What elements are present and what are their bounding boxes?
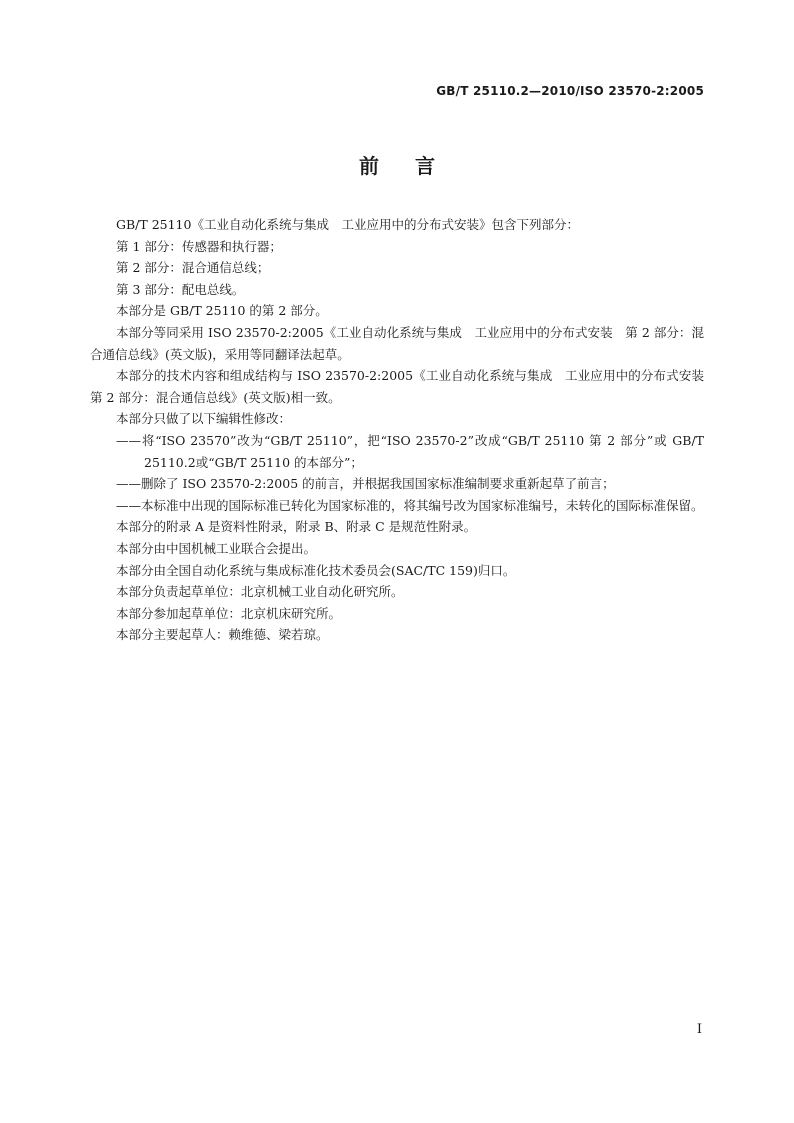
paragraph-part-2: 第 2 部分：混合通信总线； (116, 260, 270, 276)
paragraph-adoption: 本部分等同采用 ISO 23570-2:2005《工业自动化系统与集成 工业应用中的分布式安装 第 2 部分：混合通信总线》(英文版)，采用等同翻译法起草。 (90, 324, 704, 362)
paragraph-drafting-unit: 本部分负责起草单位：北京机械工业自动化研究所。 (116, 584, 404, 600)
paragraph-drafters: 本部分主要起草人：赖维德、梁若琼。 (116, 627, 329, 643)
paragraph-edits-intro: 本部分只做了以下编辑性修改： (116, 411, 292, 427)
paragraph-participating-unit: 本部分参加起草单位：北京机床研究所。 (116, 605, 342, 621)
paragraph-proposer: 本部分由中国机械工业联合会提出。 (116, 540, 317, 556)
paragraph-annexes: 本部分的附录 A 是资料性附录，附录 B、附录 C 是规范性附录。 (116, 519, 477, 535)
paragraph-committee: 本部分由全国自动化系统与集成标准化技术委员会(SAC/TC 159)归口。 (116, 562, 516, 578)
paragraph-parts-intro: GB/T 25110《工业自动化系统与集成 工业应用中的分布式安装》包含下列部分： (116, 217, 579, 232)
paragraph-this-part: 本部分是 GB/T 25110 的第 2 部分。 (116, 303, 328, 319)
standard-number-header: GB/T 25110.2—2010/ISO 23570-2:2005 (436, 84, 704, 98)
edit-item-references: ——本标准中出现的国际标准已转化为国家标准的，将其编号改为国家标准编号，未转化的国际标准保留。 (116, 497, 704, 513)
foreword-body (90, 214, 717, 646)
paragraph-consistency: 本部分的技术内容和组成结构与 ISO 23570-2:2005《工业自动化系统与集成 工业应用中的分布式安装 第 2 部分：混合通信总线》(英文版)相一致。 (90, 368, 717, 405)
edit-item-rename: ——将“ISO 23570”改为“GB/T 25110”，把“ISO 23570-2”改成“GB/T 25110 第 2 部分”或 GB/T 25110.2或“GB/T 25110 的本部分”； (116, 432, 704, 470)
paragraph-part-3: 第 3 部分：配电总线。 (116, 281, 245, 297)
edit-item-foreword: ——删除了 ISO 23570-2:2005 的前言，并根据我国国家标准编制要求重新起草了前言； (116, 476, 615, 492)
page-number: I (696, 1022, 702, 1037)
paragraph-part-1: 第 1 部分：传感器和执行器； (116, 238, 282, 254)
page-title: 前言 (359, 154, 471, 178)
